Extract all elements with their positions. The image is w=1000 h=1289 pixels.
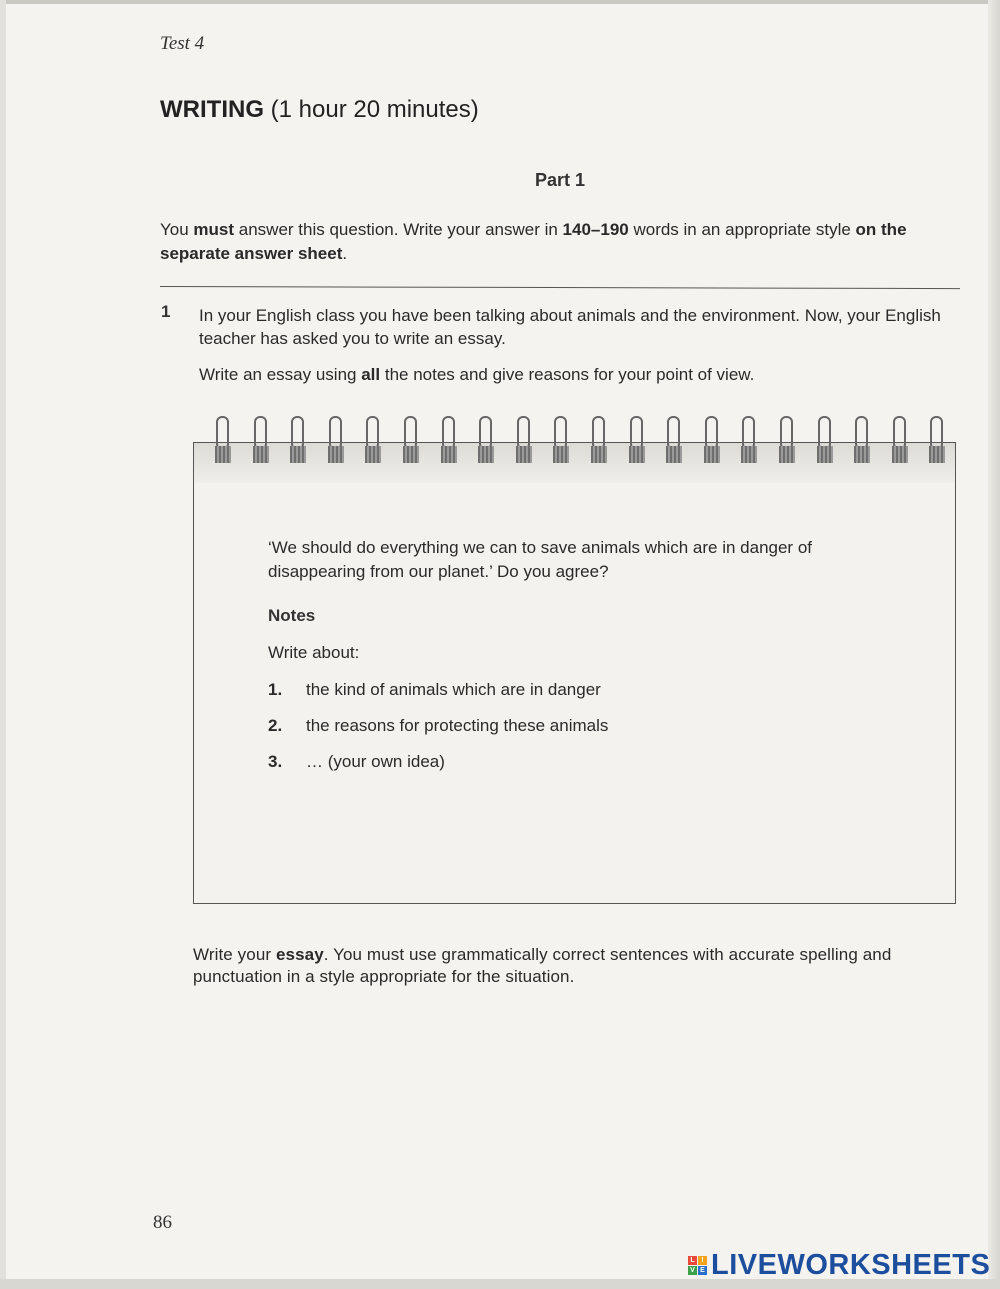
spiral-ring-icon — [476, 416, 496, 466]
note-item-number: 3. — [268, 752, 283, 771]
logo-letter: I — [698, 1256, 707, 1265]
final-text-1: Write your — [193, 945, 276, 964]
logo-letter: V — [688, 1266, 697, 1275]
spiral-ring-icon — [551, 416, 571, 466]
note-item-text: the kind of animals which are in danger — [306, 680, 601, 699]
instructions-text-1: You — [160, 220, 194, 239]
spiral-ring-icon — [777, 416, 797, 466]
instructions-bold-must: must — [193, 220, 235, 239]
page-edge-left — [0, 0, 6, 1289]
page-number: 86 — [153, 1212, 172, 1233]
running-head: Test 4 — [160, 33, 205, 54]
spiral-ring-icon — [326, 416, 346, 466]
notepad-box — [193, 442, 956, 904]
liveworksheets-watermark — [688, 1248, 990, 1282]
spiral-ring-icon — [739, 416, 759, 466]
final-bold-essay: essay — [275, 945, 324, 964]
note-item — [268, 752, 445, 772]
spiral-ring-icon — [439, 416, 459, 466]
spiral-ring-icon — [852, 416, 872, 466]
spiral-ring-icon — [927, 416, 947, 466]
page-edge-top — [0, 0, 1000, 4]
logo-letter: L — [688, 1256, 697, 1265]
task-text-1: Write an essay using — [199, 365, 362, 384]
spiral-ring-icon — [401, 416, 421, 466]
spiral-ring-icon — [251, 416, 271, 466]
instructions-text-4: . — [342, 244, 348, 263]
instructions-text-3: words in an appropriate style — [628, 220, 856, 239]
task-text-2: the notes and give reasons for your point of view. — [380, 365, 755, 384]
horizontal-rule — [160, 286, 960, 289]
logo-letter: E — [698, 1266, 707, 1275]
instructions — [160, 218, 970, 266]
spiral-ring-icon — [288, 416, 308, 466]
question-task — [199, 365, 959, 385]
final-text-2: . You must use grammatically correct sentences with accurate spelling and punctuation in a style appropriate for the situation. — [193, 945, 892, 986]
note-item-number: 2. — [268, 716, 283, 735]
task-bold-all: all — [361, 365, 381, 384]
notes-heading: Notes — [268, 606, 316, 625]
instructions-text-2: answer this question. Write your answer in — [234, 220, 563, 239]
spiral-ring-icon — [213, 416, 233, 466]
part-label: Part 1 — [534, 170, 586, 190]
page-edge-right — [988, 0, 1000, 1289]
note-item — [268, 680, 601, 700]
section-title — [160, 96, 479, 124]
question-text: In your English class you have been talking about animals and the environment. Now, your English teacher has asked you to write an essay. — [199, 306, 941, 348]
watermark-text: LIVEWORKSHEETS — [711, 1248, 991, 1281]
note-item-text: … (your own idea) — [306, 752, 445, 771]
spiral-ring-icon — [702, 416, 722, 466]
section-title-duration: (1 hour 20 minutes) — [263, 96, 479, 123]
essay-prompt: ‘We should do everything we can to save animals which are in danger of disappearing from our planet.’ Do you agree? — [268, 538, 812, 581]
write-about-label: Write about: — [268, 643, 360, 662]
instructions-bold-wordcount: 140–190 — [562, 220, 629, 239]
note-item-text: the reasons for protecting these animals — [306, 716, 609, 735]
spiral-ring-icon — [514, 416, 534, 466]
final-instructions — [193, 944, 963, 988]
spiral-ring-icon — [815, 416, 835, 466]
note-item — [268, 716, 608, 736]
instructions-bold-answer-sheet: on the separate answer sheet — [160, 220, 907, 263]
liveworksheets-logo-icon — [688, 1256, 707, 1275]
spiral-ring-icon — [363, 416, 383, 466]
question-number: 1 — [161, 302, 171, 321]
spiral-ring-icon — [627, 416, 647, 466]
section-title-bold: WRITING — [160, 96, 264, 123]
spiral-ring-icon — [664, 416, 684, 466]
spiral-binding — [195, 416, 955, 468]
spiral-ring-icon — [890, 416, 910, 466]
note-item-number: 1. — [268, 680, 283, 699]
spiral-ring-icon — [589, 416, 609, 466]
part-title — [0, 170, 1000, 191]
